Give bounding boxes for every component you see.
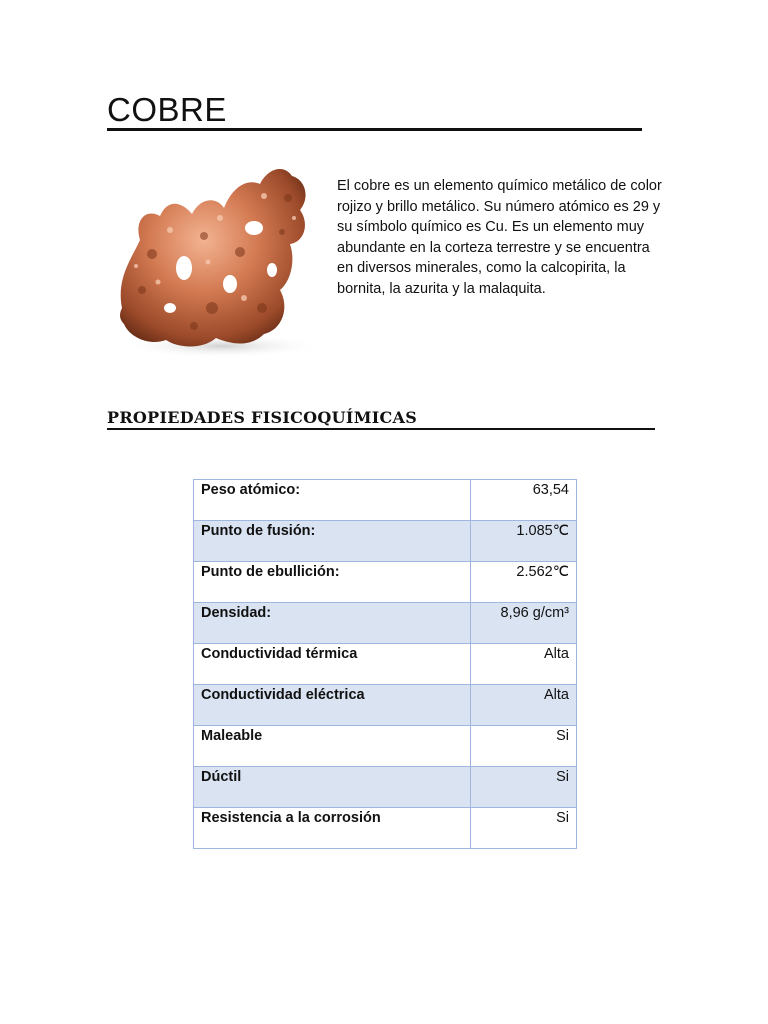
property-value: Alta — [471, 644, 577, 685]
property-value: Si — [471, 726, 577, 767]
property-label: Densidad: — [194, 603, 471, 644]
table-row — [194, 603, 577, 644]
table-row — [194, 562, 577, 603]
page-title: COBRE — [107, 91, 227, 128]
properties-table — [193, 479, 577, 849]
property-value: Si — [471, 808, 577, 849]
property-label: Maleable — [194, 726, 471, 767]
table-row — [194, 644, 577, 685]
table-row — [194, 767, 577, 808]
table-row — [194, 808, 577, 849]
table-row — [194, 685, 577, 726]
property-label: Conductividad eléctrica — [194, 685, 471, 726]
section-underline — [107, 408, 655, 430]
table-row — [194, 521, 577, 562]
section-title: PROPIEDADES FISICOQUÍMICAS — [107, 408, 418, 427]
property-value: Si — [471, 767, 577, 808]
property-value: 2.562℃ — [471, 562, 577, 603]
property-value: Alta — [471, 685, 577, 726]
intro-paragraph: El cobre es un elemento químico metálico de color rojizo y brillo metálico. Su número atómico es 29 y su símbolo químico es Cu. Es un elemento muy abundante en la corteza terrestre y se encuentra en diversos minerales, como la calcopirita, la bornita, la azurita y la malaquita. — [337, 178, 662, 297]
table-row — [194, 480, 577, 521]
table-row — [194, 726, 577, 767]
copper-nugget-image — [112, 158, 322, 358]
property-label: Conductividad térmica — [194, 644, 471, 685]
property-value: 1.085℃ — [471, 521, 577, 562]
property-label: Punto de fusión: — [194, 521, 471, 562]
property-label: Resistencia a la corrosión — [194, 808, 471, 849]
title-underline — [107, 92, 642, 131]
property-value: 63,54 — [471, 480, 577, 521]
property-value: 8,96 g/cm³ — [471, 603, 577, 644]
property-label: Dúctil — [194, 767, 471, 808]
property-label: Peso atómico: — [194, 480, 471, 521]
property-label: Punto de ebullición: — [194, 562, 471, 603]
